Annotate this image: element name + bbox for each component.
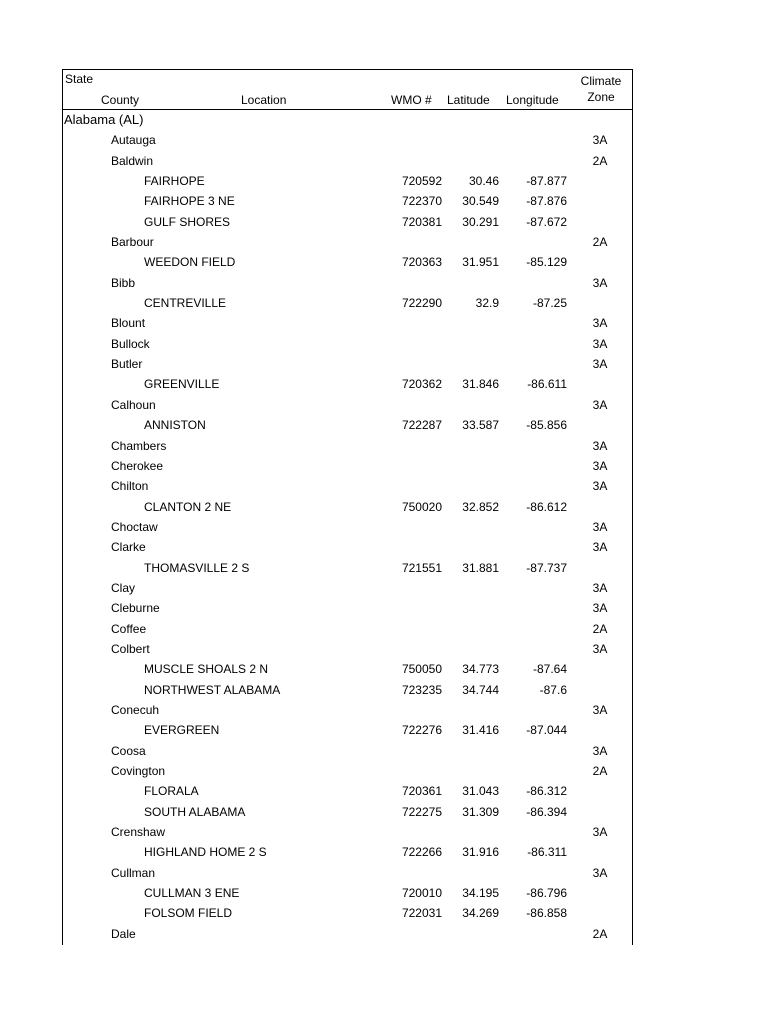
location-row [62,883,633,903]
location-name: WEEDON FIELD [144,255,236,270]
climate-zone: 2A [592,235,608,250]
county-row [62,456,633,476]
wmo-number: 722275 [401,804,442,819]
location-row [62,171,633,191]
climate-zone: 3A [592,702,608,717]
county-row [62,619,633,639]
climate-zone: 3A [592,601,608,616]
longitude-value: -87.737 [526,560,567,575]
county-row [62,130,633,150]
county-name: Baldwin [111,153,154,168]
latitude-value: 31.951 [462,255,499,270]
county-row [62,517,633,537]
county-row [62,761,633,781]
climate-zone: 3A [592,438,608,453]
location-row [62,720,633,740]
latitude-value: 33.587 [462,418,499,433]
county-row [62,578,633,598]
wmo-number: 721551 [401,560,442,575]
county-header: County [101,93,140,107]
wmo-number: 722370 [401,194,442,209]
climate-zone-header-line2: Zone [587,90,615,104]
latitude-value: 30.291 [462,214,499,229]
wmo-header: WMO # [391,93,432,107]
longitude-value: -86.612 [526,499,567,514]
climate-zone: 3A [592,641,608,656]
county-name: Butler [111,357,143,372]
latitude-value: 31.043 [462,784,499,799]
location-name: GREENVILLE [144,377,220,392]
state-name: Alabama (AL) [64,112,144,127]
wmo-number: 722276 [401,723,442,738]
wmo-number: 723235 [401,682,442,697]
wmo-number: 750020 [401,499,442,514]
location-name: EVERGREEN [144,723,220,738]
county-name: Cullman [111,865,156,880]
longitude-value: -87.876 [526,194,567,209]
location-name: HIGHLAND HOME 2 S [144,845,267,860]
climate-zone: 2A [592,621,608,636]
wmo-number: 722266 [401,845,442,860]
location-name: FLORALA [144,784,199,799]
county-row [62,334,633,354]
latitude-value: 31.916 [462,845,499,860]
wmo-number: 720010 [401,886,442,901]
climate-zone: 3A [592,357,608,372]
state-header: State [65,72,94,86]
longitude-value: -87.044 [526,723,567,738]
climate-zone-header-line1: Climate [580,74,622,88]
location-row [62,497,633,517]
location-name: THOMASVILLE 2 S [144,560,250,575]
climate-zone: 2A [592,764,608,778]
latitude-value: 34.744 [462,682,499,697]
latitude-value: 31.416 [462,723,499,738]
climate-zone: 3A [592,540,608,555]
longitude-value: -86.311 [527,845,567,860]
longitude-value: -85.129 [526,255,567,270]
latitude-value: 31.846 [462,377,499,392]
climate-zone: 3A [592,275,608,290]
county-name: Clay [111,580,136,595]
wmo-number: 750050 [401,662,442,677]
location-name: FAIRHOPE 3 NE [144,194,235,209]
county-row [62,476,633,496]
county-name: Covington [111,764,166,778]
latitude-value: 32.9 [475,296,499,311]
county-name: Chilton [111,479,149,494]
county-row [62,598,633,618]
county-row [62,232,633,252]
location-row [62,191,633,211]
county-row [62,700,633,720]
longitude-value: -87.672 [526,214,567,229]
wmo-number: 720592 [401,174,442,189]
county-row [62,273,633,293]
county-name: Coosa [111,743,146,758]
latitude-value: 34.269 [462,906,499,921]
location-row [62,293,633,313]
location-name: FOLSOM FIELD [144,906,233,921]
location-row [62,802,633,822]
location-name: MUSCLE SHOALS 2 N [144,662,269,677]
location-row [62,252,633,272]
county-name: Chambers [111,438,167,453]
county-name: Barbour [111,235,154,250]
county-name: Choctaw [111,519,158,534]
climate-zone: 3A [592,865,608,880]
county-name: Dale [111,926,136,941]
county-name: Conecuh [111,702,160,717]
location-row [62,842,633,862]
county-row [62,436,633,456]
longitude-value: -86.394 [526,804,567,819]
longitude-value: -86.858 [526,906,567,921]
county-name: Crenshaw [111,825,166,840]
table-header [62,69,633,110]
location-row [62,903,633,923]
longitude-value: -86.611 [527,377,567,392]
longitude-header: Longitude [506,93,559,107]
county-name: Cherokee [111,458,164,473]
location-name: SOUTH ALABAMA [144,804,246,819]
wmo-number: 722290 [401,296,442,311]
latitude-value: 30.46 [468,174,499,189]
longitude-value: -87.25 [532,296,567,311]
county-row [62,313,633,333]
location-name: NORTHWEST ALABAMA [144,682,281,697]
location-row [62,659,633,679]
climate-zone: 3A [592,825,608,840]
climate-zone: 2A [592,926,608,941]
location-row [62,374,633,394]
county-row [62,537,633,557]
latitude-value: 32.852 [462,499,499,514]
location-name: FAIRHOPE [144,174,205,189]
county-name: Bibb [111,275,136,290]
climate-zone: 3A [592,133,608,148]
location-name: CLANTON 2 NE [144,499,232,514]
location-name: CENTREVILLE [144,296,227,311]
location-name: GULF SHORES [144,214,231,229]
county-name: Autauga [111,133,156,148]
county-name: Coffee [111,621,147,636]
county-row [62,863,633,883]
latitude-value: 30.549 [462,194,499,209]
wmo-number: 722031 [401,906,442,921]
location-row [62,781,633,801]
location-name: CULLMAN 3 ENE [144,886,240,901]
wmo-number: 720361 [401,784,442,799]
state-row [62,110,633,130]
county-name: Clarke [111,540,146,555]
location-name: ANNISTON [144,418,206,433]
county-row [62,924,633,944]
county-row [62,395,633,415]
wmo-number: 720362 [401,377,442,392]
longitude-value: -87.64 [532,662,567,677]
county-row [62,354,633,374]
location-row [62,212,633,232]
wmo-number: 722287 [401,418,442,433]
county-name: Blount [111,316,146,331]
county-row [62,639,633,659]
longitude-value: -87.6 [539,682,567,697]
county-row [62,151,633,171]
location-row [62,415,633,435]
location-header: Location [241,93,287,107]
location-row [62,558,633,578]
wmo-number: 720381 [401,214,442,229]
climate-zone: 3A [592,479,608,494]
climate-zone: 2A [592,153,608,168]
climate-zone: 3A [592,580,608,595]
latitude-value: 31.309 [462,804,499,819]
county-name: Calhoun [111,397,156,412]
table-body [62,110,633,944]
climate-zone: 3A [592,519,608,534]
climate-zone: 3A [592,397,608,412]
latitude-value: 34.773 [462,662,499,677]
county-row [62,822,633,842]
county-name: Colbert [111,641,150,656]
climate-zone: 3A [592,743,608,758]
longitude-value: -86.796 [526,886,567,901]
latitude-header: Latitude [447,93,490,107]
county-row [62,741,633,761]
climate-zone: 3A [592,336,608,351]
longitude-value: -85.856 [526,418,567,433]
climate-zone: 3A [592,316,608,331]
climate-zone: 3A [592,458,608,473]
location-row [62,680,633,700]
county-name: Bullock [111,336,150,351]
longitude-value: -86.312 [526,784,567,799]
county-name: Cleburne [111,601,160,616]
latitude-value: 34.195 [462,886,499,901]
longitude-value: -87.877 [526,174,567,189]
latitude-value: 31.881 [462,560,499,575]
wmo-number: 720363 [401,255,442,270]
